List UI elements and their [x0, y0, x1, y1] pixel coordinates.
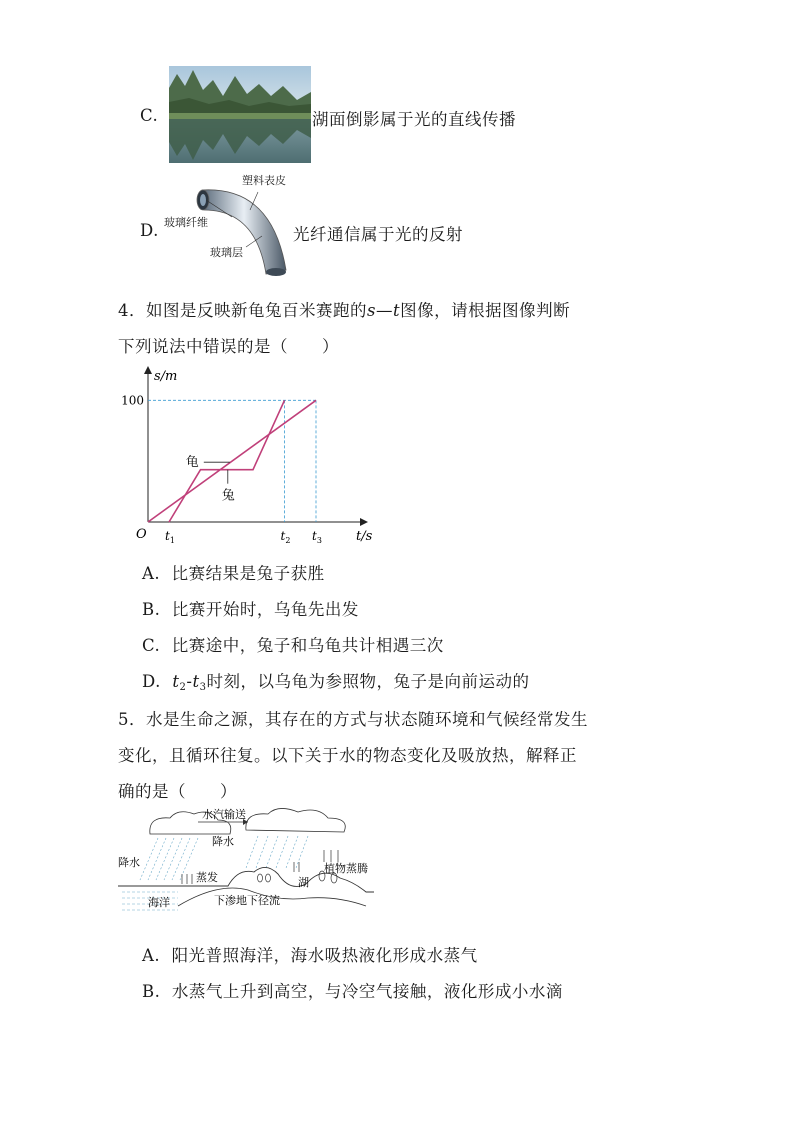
lake-reflection-image — [169, 66, 311, 163]
fiber-label-core: 玻璃纤维 — [164, 216, 208, 229]
q4-stem-line1 — [118, 297, 570, 321]
option-d-letter: D. — [140, 221, 159, 240]
label-transport: 水汽输送 — [202, 808, 246, 821]
optical-fiber-figure — [164, 170, 304, 282]
cloud-right — [246, 808, 345, 832]
q5-stem-line1: 5．水是生命之源，其存在的方式与状态随环境和气候经常发生 — [118, 710, 588, 729]
q4-dash: — — [375, 301, 393, 320]
q4-option-c-letter: C. — [142, 636, 161, 655]
x-tick-t3: $t_3$ — [312, 529, 322, 545]
x-tick-t1: $t_1$ — [165, 529, 175, 545]
q4-option-d-text: 时刻，以乌龟为参照物，兔子是向前运动的 — [206, 672, 530, 691]
q5-option-a — [142, 942, 478, 966]
label-lake: 湖 — [298, 876, 309, 889]
q5-stem-line3: 确的是（ ） — [118, 782, 237, 801]
y-axis-label — [154, 369, 177, 384]
series-tortoise-line — [148, 400, 316, 522]
q4-option-a-letter: A. — [142, 564, 161, 583]
origin-label: O — [136, 527, 147, 542]
y-tick-100: 100 — [121, 393, 144, 408]
q5-option-a-text: 阳光普照海洋，海水吸热液化形成水蒸气 — [171, 946, 478, 965]
tortoise-label: 龟 — [185, 455, 199, 471]
q4-option-d-t3: t — [192, 672, 200, 691]
fiber-label-outer: 塑料表皮 — [242, 174, 286, 187]
water-cycle-diagram — [118, 806, 374, 916]
q5-stem-line2: 变化，且循环往复。以下关于水的物态变化及吸放热，解释正 — [118, 746, 577, 765]
option-c-text: 湖面倒影属于光的直线传播 — [312, 110, 516, 129]
lake-reflection-photo — [169, 66, 311, 163]
q4-option-b-letter: B. — [142, 600, 161, 619]
rain-left — [140, 838, 198, 880]
x-tick-t2: $t_2$ — [280, 529, 291, 545]
q4-stem-line2: 下列说法中错误的是（ ） — [118, 337, 339, 356]
q5-option-a-letter: A. — [142, 946, 161, 965]
q4-option-b — [142, 596, 359, 620]
q4-option-d-sub2: 2 — [179, 682, 187, 693]
q4-option-d — [142, 668, 530, 693]
label-evap: 蒸发 — [196, 871, 218, 884]
q4-option-b-text: 比赛开始时，乌龟先出发 — [171, 600, 359, 619]
q4-stem-pre: 4．如图是反映新龟兔百米赛跑的 — [118, 301, 367, 320]
option-d-text: 光纤通信属于光的反射 — [293, 225, 463, 244]
label-runoff: 下渗地下径流 — [214, 894, 280, 907]
q4-stem-post: 图像，请根据图像判断 — [400, 301, 571, 320]
hare-label: 兔 — [221, 488, 235, 504]
option-c-letter: C. — [140, 106, 159, 125]
q4-option-c-text: 比赛途中，兔子和乌龟共计相遇三次 — [171, 636, 444, 655]
q4-var-s: s — [367, 301, 376, 320]
label-rain-left: 降水 — [118, 856, 140, 869]
label-ocean: 海洋 — [148, 896, 170, 909]
fiber-label-glass: 玻璃层 — [210, 246, 243, 259]
q4-option-d-letter: D. — [142, 672, 161, 691]
water-cycle-svg — [118, 806, 374, 916]
label-plant: 植物蒸腾 — [324, 862, 368, 875]
q4-option-d-sep: - — [186, 672, 193, 691]
x-axis-label: t/s — [356, 529, 373, 544]
q5-option-b-text: 水蒸气上升到高空，与冷空气接触，液化形成小水滴 — [171, 982, 563, 1001]
label-rain-right: 降水 — [212, 835, 234, 848]
q4-option-a — [142, 560, 325, 584]
q5-option-b — [142, 978, 563, 1002]
q5-option-b-letter: B. — [142, 982, 161, 1001]
y-axis-label-var: s/m — [154, 369, 178, 384]
q4-option-d-t2: t — [172, 672, 180, 691]
q4-option-a-text: 比赛结果是兔子获胜 — [171, 564, 325, 583]
race-chart — [121, 362, 388, 550]
q4-option-c — [142, 632, 444, 656]
q4-var-t: t — [392, 301, 401, 320]
race-chart-svg — [121, 362, 388, 550]
q4-option-d-sub3: 3 — [199, 682, 207, 693]
